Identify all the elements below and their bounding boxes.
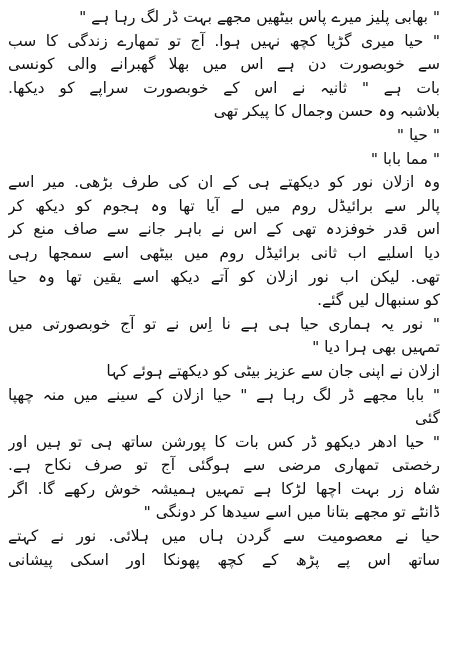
text-line-19: " حیا ادھر دیکھو ڈر کس بات کا پورشن ساتھ ہی تو ہیں اور — [8, 432, 440, 451]
text-line-12: تھی. لیکن اب نور ازلان کو آتے دیکھ اسے یقین تھا وہ حیا — [8, 267, 440, 286]
text-line-16: ازلان نے اپنی جان سے عزیز بیٹی کو دیکھتے ہوئے کہا — [106, 361, 440, 380]
text-line-24: ساتھ اس پے پڑھ کے کچھ پھونکا اور اسکی پیشانی — [8, 550, 440, 569]
text-line-18: گئی — [415, 409, 440, 428]
text-line-21: شاہ زر بہت اچھا لڑکا ہے تمہیں ہمیشہ خوش رکھے گا. اگر — [8, 479, 440, 498]
text-line-10: اس قدر خوفزدہ تھی کے اس نے باہر جانے سے صاف منع کر — [8, 220, 440, 239]
text-line-22: ڈانٹے تو مجھے بتانا میں اسے سیدھا کر دونگی " — [143, 503, 440, 522]
text-line-14: " نور یہ ہماری حیا ہی ہے نا اِس نے تو آج خوبصورتی میں — [8, 314, 440, 333]
text-line-3: سے خوبصورت دن ہے اس میں بھلا گھبرانے والی کونسی — [8, 55, 440, 74]
text-line-7: " مما بابا " — [370, 149, 440, 168]
text-line-5: بلاشبہ وہ حسن وجمال کا پیکر تھی — [213, 102, 440, 121]
text-line-8: وہ ازلان نور کو دیکھتے ہی کے ان کی طرف بڑھی. میر اسے — [8, 173, 440, 192]
text-line-6: " حیا " — [396, 125, 440, 144]
text-line-11: دیا اسلیے اب ثانی برائیڈل روم میں بیٹھی اسے سمجھا رہی — [8, 243, 440, 262]
text-line-2: " حیا میری گڑیا کچھ نہیں ہوا. آج تو تمھارے زندگی کا سب — [8, 31, 440, 50]
text-line-23: حیا نے معصومیت سے گردن ہاں میں ہلائی. نور نے کہتے — [8, 527, 440, 546]
text-line-13: کو سنبھال لیں گئے. — [317, 291, 440, 310]
text-line-15: تمہیں بھی ہرا دیا " — [312, 338, 440, 357]
text-line-4: بات ہے " ثانیہ نے اس کے خوبصورت سراپے کو دیکھا. — [8, 78, 440, 97]
text-line-20: رخصتی تمھاری مرضی سے ہوگئی آج تو صرف نکاح ہے. — [8, 456, 440, 475]
text-line-9: پالر سے برائیڈل روم میں لے آیا تھا وہ ہجوم کو دیکھ کر — [8, 196, 440, 215]
text-line-1: " بھابی پلیز میرے پاس بیٹھیں مجھے بہت ڈر لگ رہا ہے " — [79, 8, 440, 26]
text-line-17: " بابا مجھے ڈر لگ رہا ہے " حیا ازلان کے سینے میں منہ چھپا — [8, 385, 440, 404]
